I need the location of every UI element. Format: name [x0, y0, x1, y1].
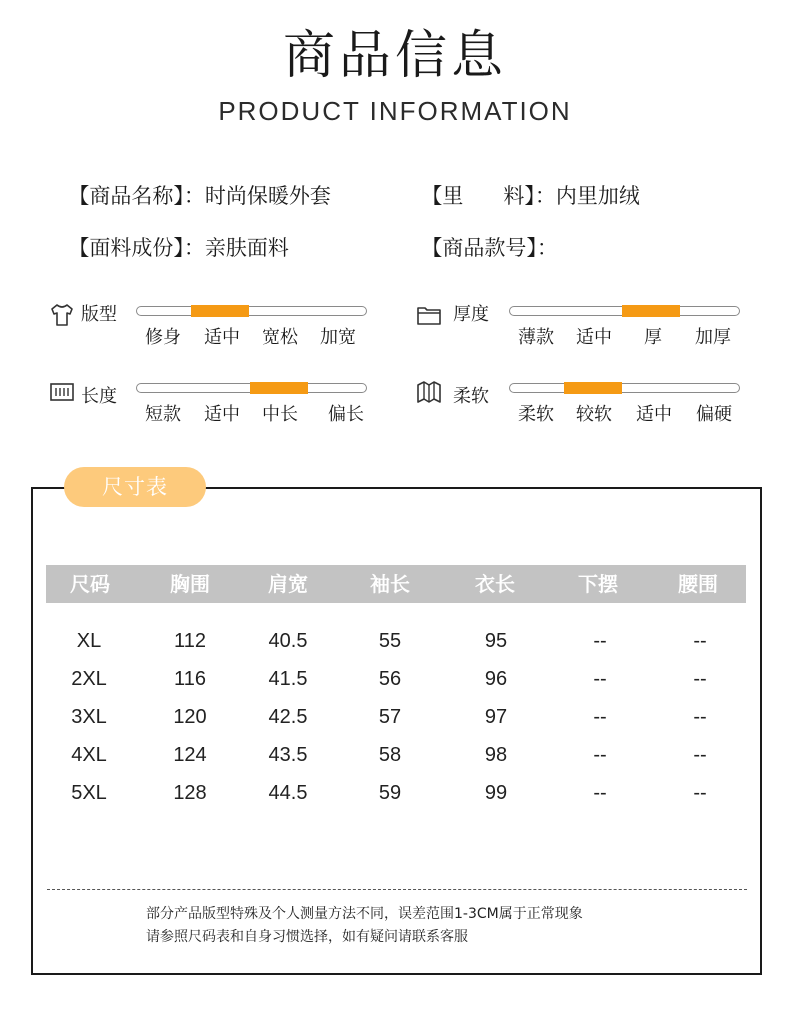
table-cell: 43.5 [268, 744, 308, 766]
attr-fit-option: 宽松 [262, 327, 298, 348]
column-header: 肩宽 [268, 572, 308, 596]
table-cell: 4XL [71, 744, 107, 766]
ruler-icon [49, 379, 75, 405]
attr-length-option: 中长 [262, 404, 298, 425]
table-cell: 3XL [71, 706, 107, 728]
table-cell: -- [593, 706, 607, 728]
table-cell: 59 [378, 782, 402, 804]
product-name-value: 时尚保暖外套 [204, 184, 331, 208]
attr-length-option: 短款 [145, 404, 181, 425]
column-header: 尺码 [70, 572, 110, 596]
table-cell: 58 [378, 744, 402, 766]
column-header: 腰围 [678, 572, 718, 596]
lining [408, 157, 640, 209]
table-cell: -- [593, 668, 607, 690]
attr-fit-option: 适中 [204, 327, 240, 348]
attr-length-indicator [250, 382, 308, 394]
table-cell: 44.5 [268, 782, 308, 804]
column-header: 下摆 [578, 572, 618, 596]
style-number [408, 209, 558, 261]
attr-thickness-option: 厚 [644, 327, 662, 348]
attr-fit-indicator [191, 305, 249, 317]
attr-fit-label: 版型 [81, 304, 117, 325]
table-cell: 2XL [71, 668, 107, 690]
attr-fit-option: 修身 [145, 327, 181, 348]
attr-thickness-option: 适中 [576, 327, 612, 348]
attr-softness-option: 偏硬 [696, 404, 732, 425]
lining-value: 内里加绒 [555, 184, 640, 208]
table-cell: 124 [173, 744, 207, 766]
table-cell: -- [693, 782, 707, 804]
table-cell: 57 [378, 706, 402, 728]
size-table-header [46, 565, 746, 603]
attr-thickness-label: 厚度 [453, 304, 489, 325]
size-note-line-1: 部分产品版型特殊及个人测量方法不同，误差范围1-3CM属于正常现象 [146, 906, 583, 922]
attr-softness-track [509, 383, 740, 393]
table-cell: 97 [484, 706, 508, 728]
table-cell: 112 [174, 630, 206, 652]
table-cell: 120 [173, 706, 207, 728]
table-cell: -- [593, 744, 607, 766]
column-header: 衣长 [475, 572, 515, 596]
fabric [55, 209, 289, 261]
tshirt-icon [49, 302, 75, 328]
folder-icon [416, 302, 442, 328]
attr-length-option: 适中 [204, 404, 240, 425]
size-note-line-2: 请参照尺码表和自身习惯选择，如有疑问请联系客服 [146, 929, 468, 945]
table-cell: 56 [378, 668, 402, 690]
table-cell: 99 [484, 782, 508, 804]
attr-length-option: 偏长 [328, 404, 364, 425]
table-cell: 98 [484, 744, 508, 766]
attr-softness [416, 379, 746, 439]
product-name [55, 157, 331, 209]
table-cell: -- [593, 630, 607, 652]
attr-softness-indicator [564, 382, 622, 394]
page-subtitle: PRODUCT INFORMATION [218, 96, 572, 126]
column-header: 袖长 [370, 572, 410, 596]
attr-softness-option: 较软 [576, 404, 612, 425]
attr-length [49, 379, 379, 439]
attr-softness-option: 柔软 [518, 404, 554, 425]
attr-thickness-option: 加厚 [695, 327, 731, 348]
page-title: 商品信息 [282, 26, 507, 86]
attr-fit [49, 302, 379, 362]
table-cell: 42.5 [268, 706, 308, 728]
attr-thickness-indicator [622, 305, 680, 317]
attr-length-label: 长度 [81, 386, 117, 407]
table-cell: 40.5 [268, 630, 308, 652]
size-chart-frame [31, 487, 762, 975]
attr-softness-option: 适中 [636, 404, 672, 425]
table-cell: -- [693, 706, 707, 728]
table-cell: 95 [484, 630, 508, 652]
attr-thickness [416, 302, 746, 362]
attr-fit-track [136, 306, 367, 316]
table-cell: 41.5 [268, 668, 308, 690]
table-cell: 5XL [71, 782, 107, 804]
lining-label: 【里 料】： [421, 184, 556, 208]
fabric-label: 【面料成份】： [68, 236, 205, 260]
table-cell: 55 [378, 630, 402, 652]
table-cell: 128 [173, 782, 207, 804]
table-cell: -- [693, 744, 707, 766]
attr-thickness-track [509, 306, 740, 316]
size-chart-badge: 尺寸表 [64, 467, 206, 507]
dashed-divider [47, 889, 747, 890]
attr-fit-option: 加宽 [320, 327, 356, 348]
style-number-label: 【商品款号】： [421, 236, 558, 260]
attr-softness-label: 柔软 [453, 386, 489, 407]
table-cell: 116 [174, 668, 206, 690]
attr-thickness-option: 薄款 [518, 327, 554, 348]
column-header: 胸围 [170, 572, 210, 596]
table-cell: XL [76, 630, 102, 652]
table-cell: -- [693, 668, 707, 690]
product-name-label: 【商品名称】： [68, 184, 205, 208]
table-cell: 96 [484, 668, 508, 690]
attr-length-track [136, 383, 367, 393]
fabric-value: 亲肤面料 [204, 236, 289, 260]
table-cell: -- [593, 782, 607, 804]
table-cell: -- [693, 630, 707, 652]
fabric-fold-icon [416, 379, 442, 405]
